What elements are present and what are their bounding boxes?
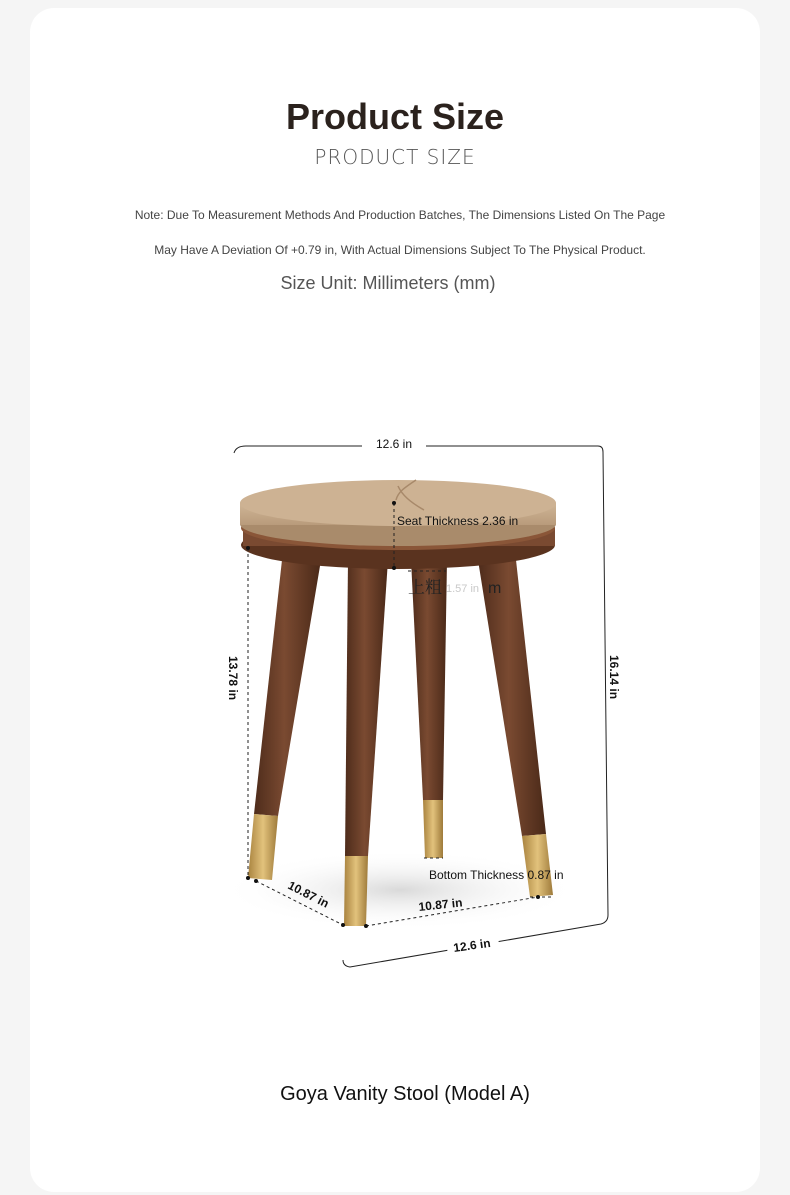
seat-cushion <box>240 480 556 546</box>
label-seat-thickness: Seat Thickness 2.36 in <box>397 514 519 528</box>
label-bottom-thickness: Bottom Thickness 0.87 in <box>429 868 564 882</box>
label-leg-top: 1.57 in <box>446 583 480 595</box>
page-subtitle: PRODUCT SIZE <box>314 145 476 169</box>
label-leg-top-overlay: 上粗 <box>408 578 442 598</box>
label-seat-height: 13.78 in <box>226 656 240 701</box>
back-leg <box>411 560 447 858</box>
label-leg-top-suffix: m <box>488 580 502 597</box>
note-line-2: May Have A Deviation Of +0.79 in, With Actual Dimensions Subject To The Physical Product. <box>154 243 646 257</box>
label-total-height: 16.14 in <box>607 655 621 700</box>
label-top-width: 12.6 in <box>375 437 413 451</box>
right-leg <box>478 560 553 897</box>
label-base-depth: 10.87 in <box>285 878 332 911</box>
size-unit: Size Unit: Millimeters (mm) <box>280 273 496 293</box>
left-leg <box>248 560 321 880</box>
label-bottom-width: 12.6 in <box>452 935 492 955</box>
label-base-width: 10.87 in <box>417 895 464 914</box>
product-name: Goya Vanity Stool (Model A) <box>280 1083 530 1105</box>
page-title: Product Size <box>285 96 505 137</box>
note-line-1: Note: Due To Measurement Methods And Production Batches, The Dimensions Listed On The Page <box>134 208 666 222</box>
